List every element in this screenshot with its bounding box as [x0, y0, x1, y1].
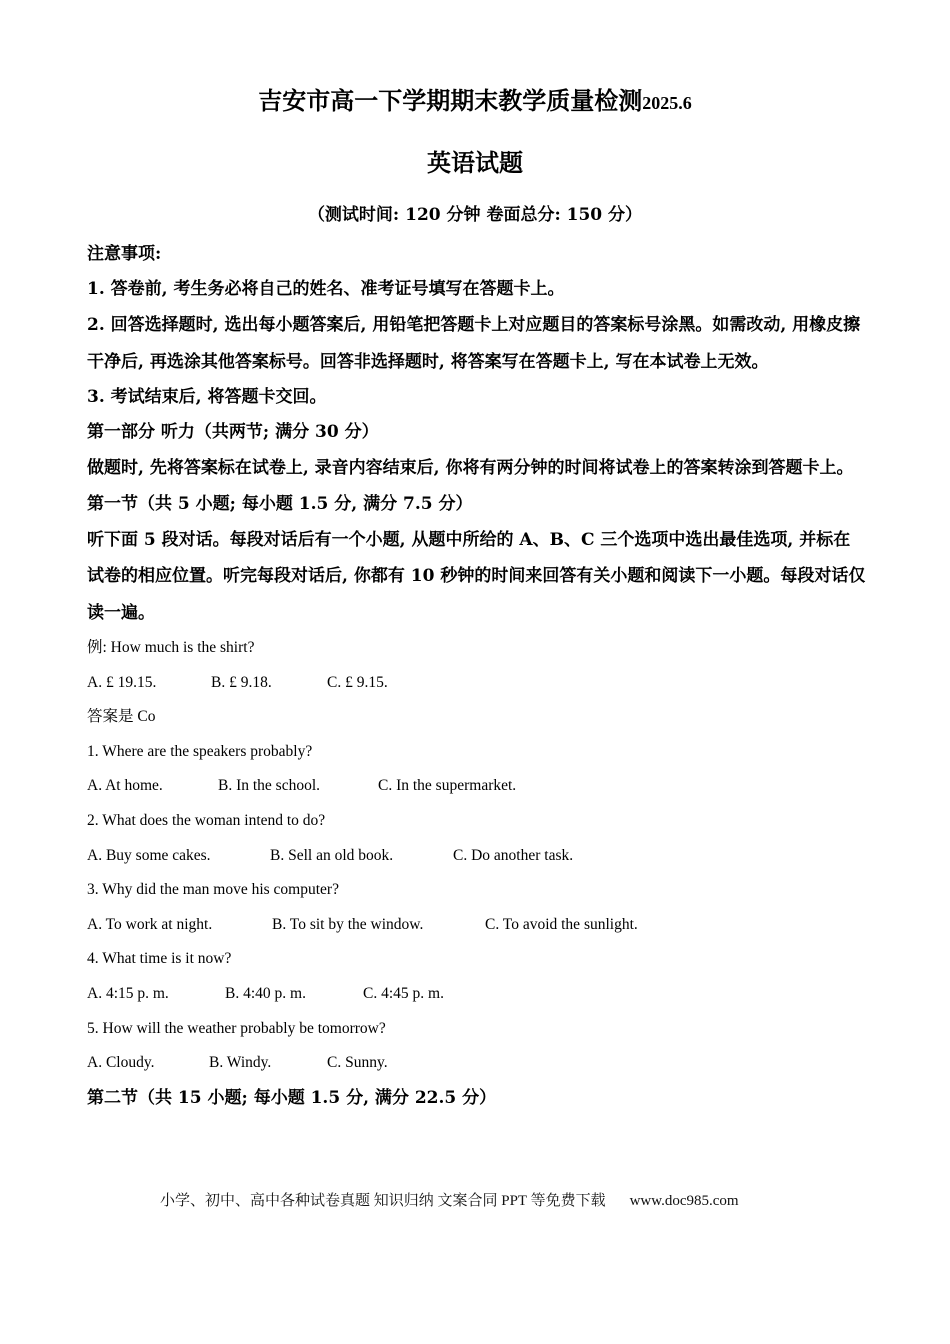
q5-option-c: C. Sunny.	[327, 1054, 388, 1072]
q1-option-c: C. In the supermarket.	[378, 777, 517, 795]
question-1-options	[87, 769, 867, 804]
question-5-options	[87, 1046, 867, 1081]
footer-url[interactable]: www.doc985.com	[629, 1193, 739, 1209]
q4-option-b: B. 4:40 p. m.	[225, 984, 306, 1002]
example-question: 例: How much is the shirt?	[87, 639, 255, 656]
example-options	[87, 666, 867, 701]
q2-option-c: C. Do another task.	[453, 846, 574, 864]
exam-title	[0, 84, 950, 120]
example-option-c: C. £ 9.15.	[327, 673, 388, 691]
question-1: 1. Where are the speakers probably?	[87, 742, 313, 760]
question-2: 2. What does the woman intend to do?	[87, 811, 326, 829]
notes-item-3: 3. 考试结束后, 将答题卡交回。	[87, 387, 327, 407]
q2-option-b: B. Sell an old book.	[270, 846, 394, 864]
question-4: 4. What time is it now?	[87, 950, 232, 968]
exam-year: 2025.6	[642, 93, 692, 113]
question-5: 5. How will the weather probably be tomorrow?	[87, 1019, 386, 1037]
section1-instruction: 听下面 5 段对话。每段对话后有一个小题, 从题中所给的 A、B、C 三个选项中选出最佳选项, 并标在试卷的相应位置。听完每段对话后, 你都有 10 秒钟的时间来回答有关小题和阅读下一小题。每段对话仅读一遍。	[87, 529, 866, 623]
section1-heading: 第一节（共 5 小题; 每小题 1.5 分, 满分 7.5 分）	[87, 493, 473, 514]
question-4-options	[87, 977, 867, 1012]
exam-title-text: 吉安市高一下学期期末教学质量检测	[258, 86, 643, 115]
exam-subject: 英语试题	[427, 148, 523, 177]
page-footer	[160, 1190, 739, 1212]
question-2-options	[87, 839, 867, 874]
section2-heading: 第二节（共 15 小题; 每小题 1.5 分, 满分 22.5 分）	[87, 1087, 497, 1108]
q2-option-a: A. Buy some cakes.	[87, 846, 211, 864]
part1-instruction: 做题时, 先将答案标在试卷上, 录音内容结束后, 你将有两分钟的时间将试卷上的答案转涂到答题卡上。	[87, 458, 854, 478]
example-option-a: A. £ 19.15.	[87, 673, 157, 691]
q5-option-a: A. Cloudy.	[87, 1054, 155, 1072]
question-3: 3. Why did the man move his computer?	[87, 881, 339, 899]
q5-option-b: B. Windy.	[209, 1054, 272, 1072]
exam-info: （测试时间: 120 分钟 卷面总分: 150 分）	[307, 205, 643, 225]
footer-text: 小学、初中、高中各种试卷真题 知识归纳 文案合同 PPT 等免费下载	[160, 1193, 606, 1209]
notes-item-1: 1. 答卷前, 考生务必将自己的姓名、准考证号填写在答题卡上。	[87, 279, 565, 299]
q1-option-a: A. At home.	[87, 777, 163, 795]
q3-option-b: B. To sit by the window.	[272, 915, 424, 933]
q1-option-b: B. In the school.	[218, 777, 321, 795]
notes-item-2: 2. 回答选择题时, 选出每小题答案后, 用铅笔把答题卡上对应题目的答案标号涂黑。如需改动, 用橡皮擦干净后, 再选涂其他答案标号。回答非选择题时, 将答案写在答题卡上, 写在本试卷上无效。	[87, 315, 861, 372]
part1-heading: 第一部分 听力（共两节; 满分 30 分）	[87, 422, 379, 442]
example-answer: 答案是 Co	[87, 708, 156, 726]
q3-option-c: C. To avoid the sunlight.	[485, 915, 638, 933]
notes-heading: 注意事项:	[87, 244, 162, 264]
q4-option-a: A. 4:15 p. m.	[87, 984, 169, 1002]
q3-option-a: A. To work at night.	[87, 915, 213, 933]
question-3-options	[87, 908, 867, 943]
example-option-b: B. £ 9.18.	[211, 673, 272, 691]
exam-content	[87, 237, 867, 1116]
q4-option-c: C. 4:45 p. m.	[363, 984, 444, 1002]
